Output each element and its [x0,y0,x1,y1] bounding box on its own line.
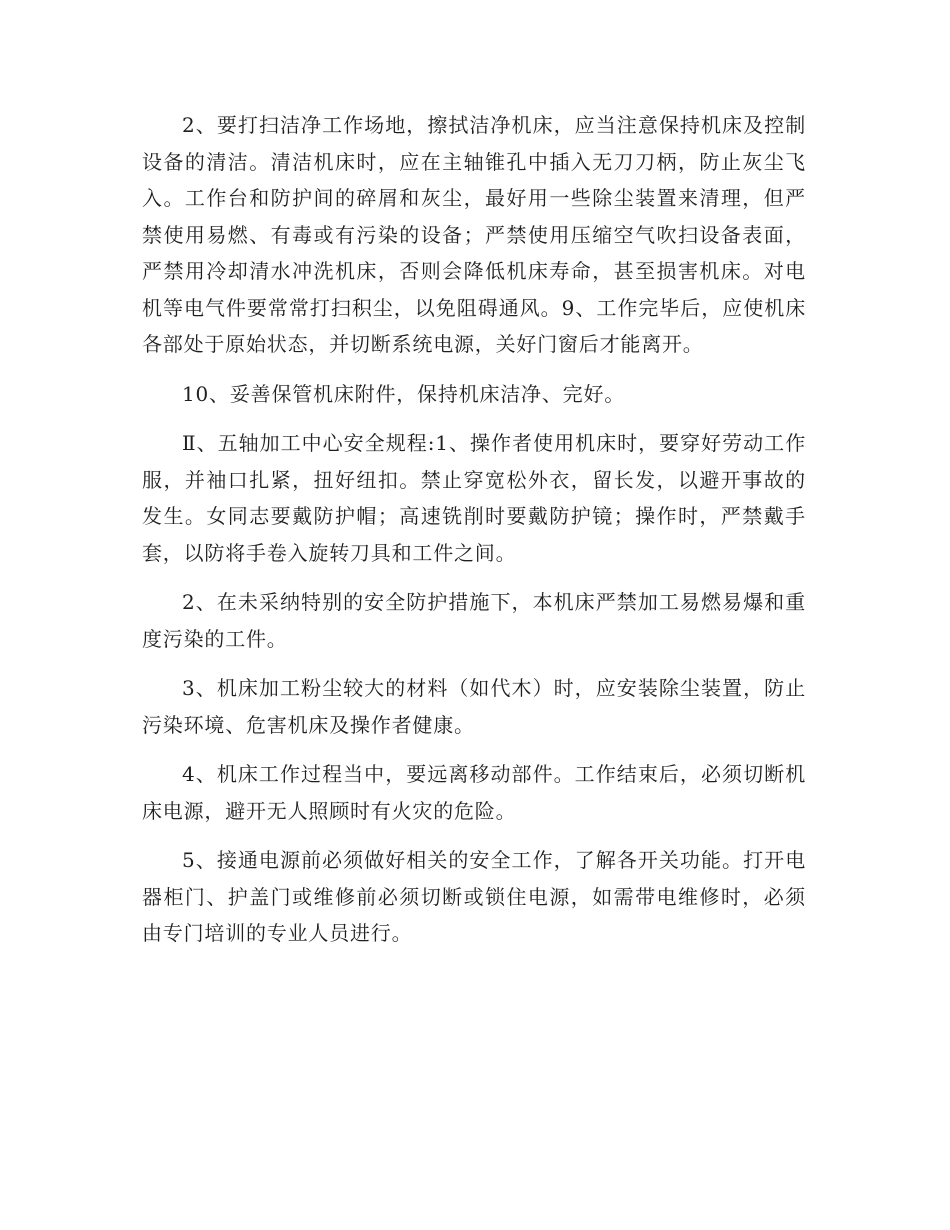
paragraph-cleaning: 2、要打扫洁净工作场地，擦拭洁净机床，应当注意保持机床及控制设备的清洁。清洁机床时，应在主轴锥孔中插入无刀刀柄，防止灰尘飞入。工作台和防护间的碎屑和灰尘，最好用一些除尘装置来清理，但严禁使用易燃、有毒或有污染的设备；严禁使用压缩空气吹扫设备表面，严禁用冷却清水冲洗机床，否则会降低机床寿命，甚至损害机床。对电机等电气件要常常打扫积尘，以免阻碍通风。9、工作完毕后，应使机床各部处于原始状态，并切断系统电源，关好门窗后才能离开。 [142,113,806,356]
paragraph-five-axis-rules: Ⅱ、五轴加工中心安全规程:1、操作者使用机床时，要穿好劳动工作服，并袖口扎紧，扭好纽扣。禁止穿宽松外衣，留长发，以避开事故的发生。女同志要戴防护帽；高速铣削时要戴防护镜；操作时，严禁戴手套，以防将手卷入旋转刀具和工件之间。 [142,431,806,565]
document-body [142,107,806,965]
paragraph-moving-parts: 4、机床工作过程当中，要远离移动部件。工作结束后，必须切断机床电源，避开无人照顾时有火灾的危险。 [142,762,806,823]
paragraph-dust-removal: 3、机床加工粉尘较大的材料（如代木）时，应安装除尘装置，防止污染环境、危害机床及操作者健康。 [142,676,806,737]
paragraph-power-safety: 5、接通电源前必须做好相关的安全工作，了解各开关功能。打开电器柜门、护盖门或维修前必须切断或锁住电源，如需带电维修时，必须由专门培训的专业人员进行。 [142,848,806,945]
paragraph-accessories: 10、妥善保管机床附件，保持机床洁净、完好。 [182,381,626,406]
paragraph-hazardous-workpieces: 2、在未采纳特别的安全防护措施下，本机床严禁加工易燃易爆和重度污染的工件。 [142,590,806,651]
